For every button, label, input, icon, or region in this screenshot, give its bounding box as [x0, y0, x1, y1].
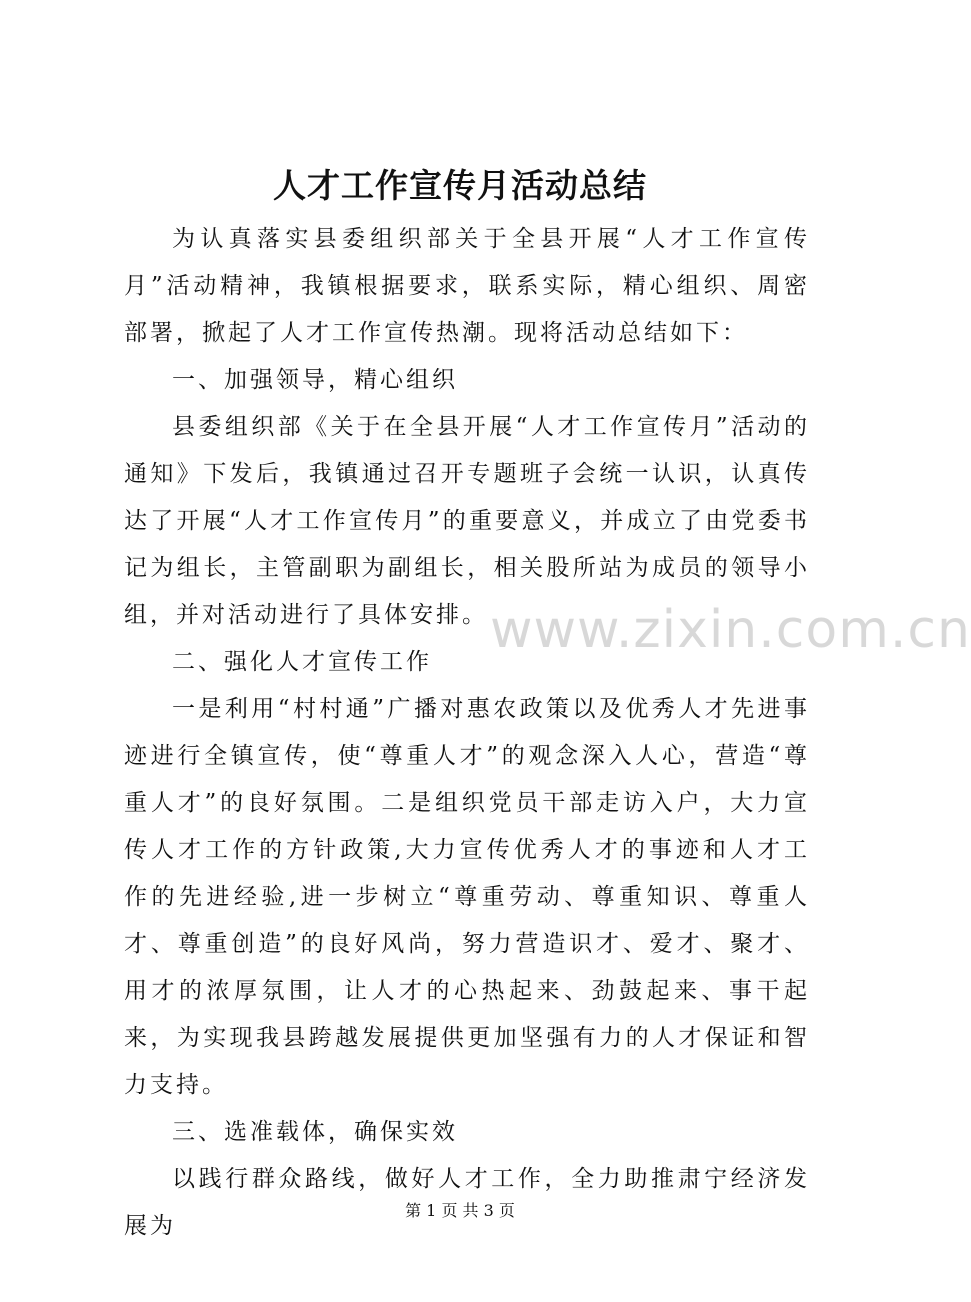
section-heading-2: 二、强化人才宣传工作: [172, 649, 432, 675]
page-footer: 第 1 页 共 3 页: [405, 1201, 515, 1220]
watermark: www.zixin.com.cn: [490, 600, 971, 660]
paragraph-section-3: 以践行群众路线，做好人才工作，全力助推肃宁经济发展为: [124, 1166, 810, 1239]
document-body: [124, 216, 810, 1250]
document-title: 人才工作宣传月活动总结: [273, 166, 647, 205]
section-heading-3: 三、选准载体，确保实效: [172, 1119, 458, 1145]
section-heading-1: 一、加强领导，精心组织: [172, 367, 458, 393]
paragraph-section-1: 县委组织部《关于在全县开展“人才工作宣传月”活动的通知》下发后，我镇通过召开专题班子会统一认识，认真传达了开展“人才工作宣传月”的重要意义，并成立了由党委书记为组长，主管副职为副组长，相关股所站为成员的领导小组，并对活动进行了具体安排。: [124, 414, 810, 628]
paragraph-intro: 为认真落实县委组织部关于全县开展“人才工作宣传月”活动精神，我镇根据要求，联系实际，精心组织、周密部署，掀起了人才工作宣传热潮。现将活动总结如下：: [124, 226, 810, 346]
paragraph-section-2: 一是利用“村村通”广播对惠农政策以及优秀人才先进事迹进行全镇宣传，使“尊重人才”的观念深入人心，营造“尊重人才”的良好氛围。二是组织党员干部走访入户，大力宣传人才工作的方针政策,大力宣传优秀人才的事迹和人才工作的先进经验,进一步树立“尊重劳动、尊重知识、尊重人才、尊重创造”的良好风尚，努力营造识才、爱才、聚才、用才的浓厚氛围，让人才的心热起来、劲鼓起来、事干起来，为实现我县跨越发展提供更加坚强有力的人才保证和智力支持。: [124, 696, 810, 1098]
